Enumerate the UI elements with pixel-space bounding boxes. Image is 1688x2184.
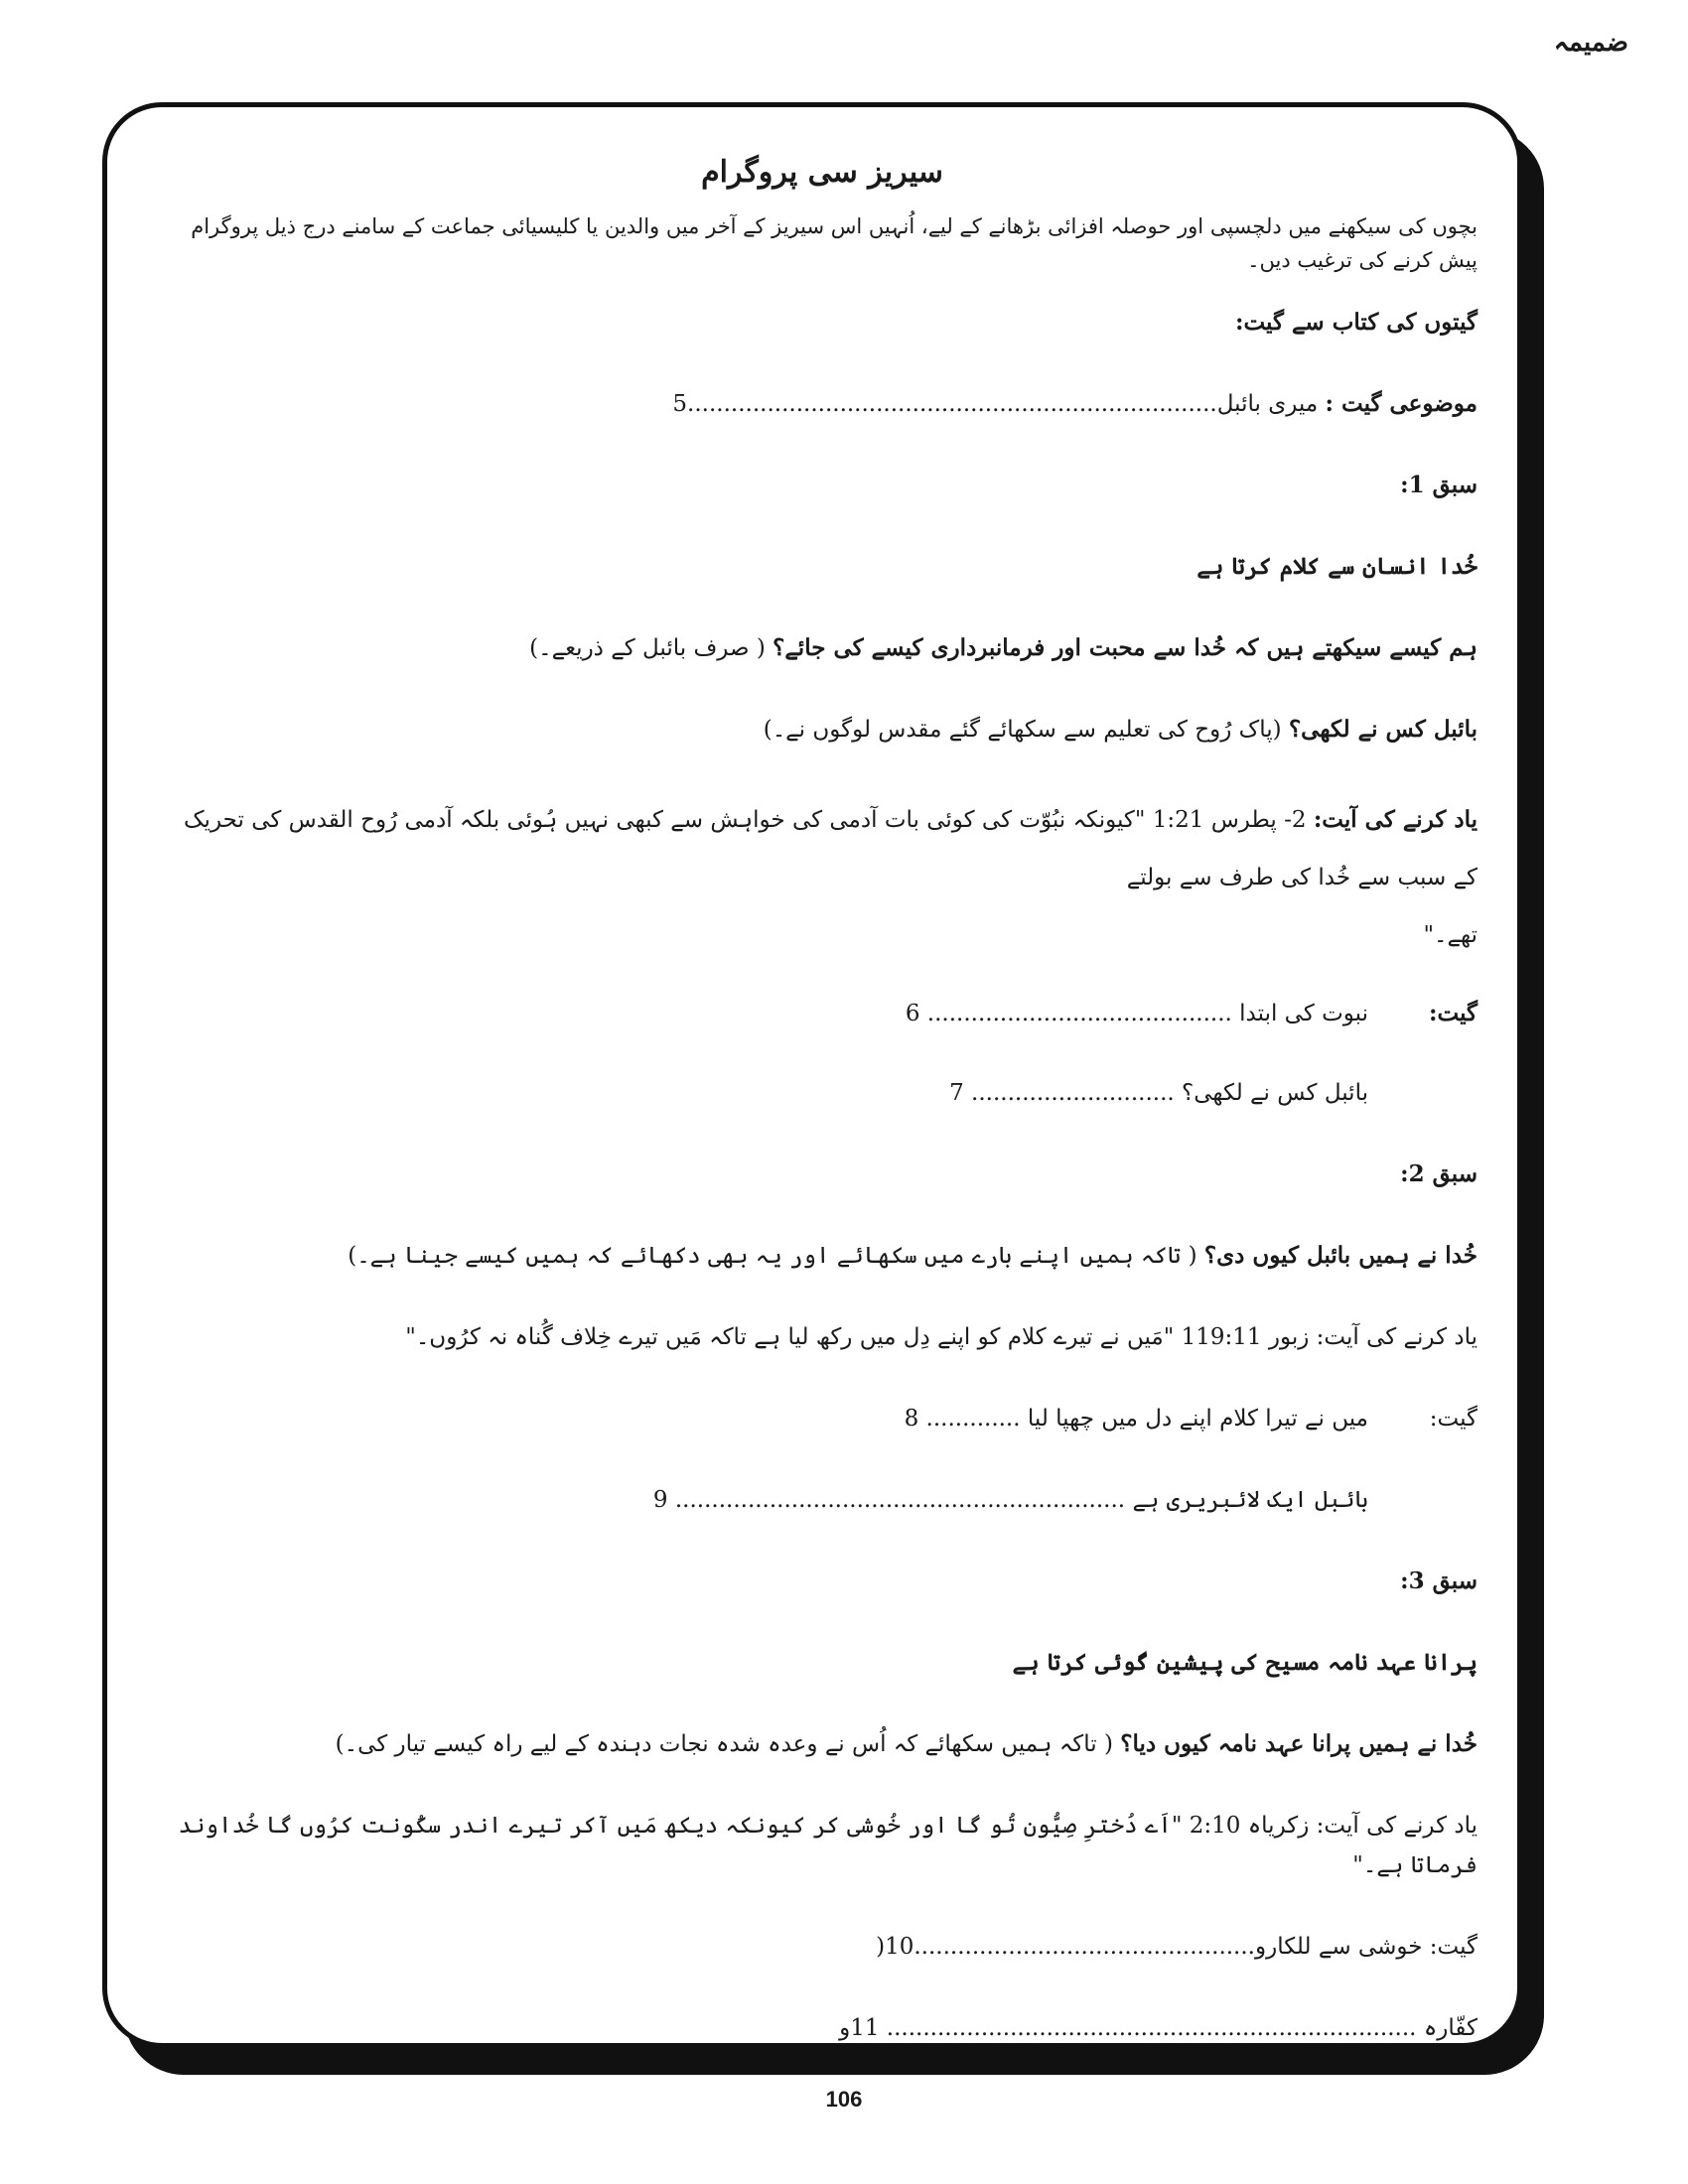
song-page: 10( xyxy=(876,1934,914,1960)
lesson3-label: سبق 3: xyxy=(1400,1568,1477,1594)
intro-paragraph: بچوں کی سیکھنے میں دلچسپی اور حوصلہ افزائی بڑھانے کے لیے، اُنہیں اس سیریز کے آخر میں والدین یا کلیسیائی جماعت کے سامنے درج ذیل پروگرام پیش کرنے کی ترغیب دیں۔ xyxy=(191,214,1477,272)
lesson2-q1-text: خُدا نے ہمیں بائبل کیوں دی؟ xyxy=(1203,1242,1477,1269)
appendix-label: ضمیمہ xyxy=(1553,28,1628,58)
lesson3-title: پرانا عہد نامہ مسیح کی پیشین گوئی کرتا ہے xyxy=(1012,1649,1477,1676)
lesson1-question1 xyxy=(167,628,1477,668)
lesson3-q1-text: خُدا نے ہمیں پرانا عہد نامہ کیوں دیا؟ xyxy=(1120,1730,1477,1757)
lesson1-song2 xyxy=(167,1073,1477,1113)
theme-song-line xyxy=(167,384,1477,424)
lesson1-verse-text: 2- پطرس 1:21 "کیونکہ نبُوّت کی کوئی بات آدمی کی خواہش سے کبھی نہیں ہُوئی بلکہ آدمی رُوح القدس کی تحریک کے سبب سے خُدا کی طرف سے بولتے xyxy=(183,807,1477,890)
song-dots: ............................................... xyxy=(914,1934,1255,1960)
song-page: 11و xyxy=(839,2015,880,2041)
song-title: گیت: خوشی سے للکارو xyxy=(1255,1934,1477,1960)
lesson1-verse-end: تھے۔" xyxy=(1423,922,1477,948)
lesson1-q1-text: ہم کیسے سیکھتے ہیں کہ خُدا سے محبت اور فرمانبرداری کیسے کی جائے؟ xyxy=(773,634,1477,661)
lesson1-label: سبق 1: xyxy=(1400,472,1477,498)
lesson2-memory-verse: یاد کرنے کی آیت: زبور 119:11 "مَیں نے تیرے کلام کو اپنے دِل میں رکھ لیا ہے تاکہ مَیں تیرے خِلاف گُناہ نہ کرُوں۔" xyxy=(405,1324,1477,1350)
lesson2-question1 xyxy=(167,1236,1477,1276)
song-dots: ............. xyxy=(925,1406,1021,1432)
song-title: بائبل کس نے لکھی؟ xyxy=(1182,1080,1368,1106)
lesson2-a1-text: ( تاکہ ہمیں اپنے بارے میں سکھائے اور یہ بھی دکھائے کہ ہمیں کیسے جینا ہے۔) xyxy=(348,1243,1197,1269)
lesson3-memory-verse: یاد کرنے کی آیت: زکریاہ 2:10 "اَے دُخترِ صِیُّون تُو گا اور خُوشی کر کیونکہ دیکھ مَیں آکر تیرے اندر سکُونت کرُوں گا خُداوند فرماتا ہے۔" xyxy=(178,1813,1477,1878)
songbook-heading: گیتوں کی کتاب سے گیت: xyxy=(1234,309,1477,336)
song-title: میں نے تیرا کلام اپنے دل میں چھپا لیا xyxy=(1027,1406,1368,1432)
lesson1-q2-text: بائبل کس نے لکھی؟ xyxy=(1288,716,1477,743)
lesson1-a1-text: ( صرف بائبل کے ذریعے۔) xyxy=(529,635,766,661)
song-title: نبوت کی ابتدا xyxy=(1239,1001,1368,1026)
song-dots: ............................ xyxy=(971,1080,1175,1106)
lesson1-song1 xyxy=(167,994,1477,1033)
theme-song-label: موضوعی گیت : xyxy=(1325,390,1477,417)
lesson1-memory-verse xyxy=(167,791,1477,964)
lesson3-a1-text: ( تاکہ ہمیں سکھائے کہ اُس نے وعدہ شدہ نجات دہندہ کے لیے راہ کیسے تیار کی۔) xyxy=(335,1731,1113,1757)
page-title: سیریز سی پروگرام xyxy=(701,155,943,190)
lesson2-song1 xyxy=(167,1399,1477,1438)
lesson1-song-label: گیت: xyxy=(1429,1000,1477,1026)
theme-song-page: 5 xyxy=(672,391,688,417)
song-page: 6 xyxy=(905,1001,920,1026)
song-dots: .......................................... xyxy=(926,1001,1232,1026)
lesson1-verse-label: یاد کرنے کی آیت: xyxy=(1313,806,1477,833)
song-title: بائبل ایک لائبریری ہے xyxy=(1132,1487,1368,1513)
content-card xyxy=(102,102,1522,2048)
lesson2-song-label: گیت: xyxy=(1429,1406,1477,1432)
song-page: 9 xyxy=(652,1487,668,1513)
lesson1-title: خُدا انسان سے کلام کرتا ہے xyxy=(1196,553,1477,580)
song-dots: ......................................................................... xyxy=(886,2015,1417,2041)
lesson2-label: سبق 2: xyxy=(1400,1160,1477,1187)
lesson2-song2 xyxy=(167,1480,1477,1520)
lesson3-question1 xyxy=(167,1724,1477,1764)
theme-song-dots: ......................................................................... xyxy=(687,391,1217,417)
lesson3-song2 xyxy=(167,2008,1477,2048)
song-page: 7 xyxy=(949,1080,964,1106)
song-page: 8 xyxy=(904,1406,919,1432)
card-content xyxy=(167,155,1477,2048)
lesson1-a2-text: (پاک رُوح کی تعلیم سے سکھائے گئے مقدس لوگوں نے۔) xyxy=(763,717,1282,743)
song-title: کفّارہ xyxy=(1423,2015,1477,2041)
lesson1-question2 xyxy=(167,710,1477,750)
song-dots: .............................................................. xyxy=(674,1487,1126,1513)
theme-song-title: میری بائبل xyxy=(1216,391,1319,417)
lesson3-song1 xyxy=(167,1927,1477,1967)
page-number: 106 xyxy=(825,2087,863,2112)
